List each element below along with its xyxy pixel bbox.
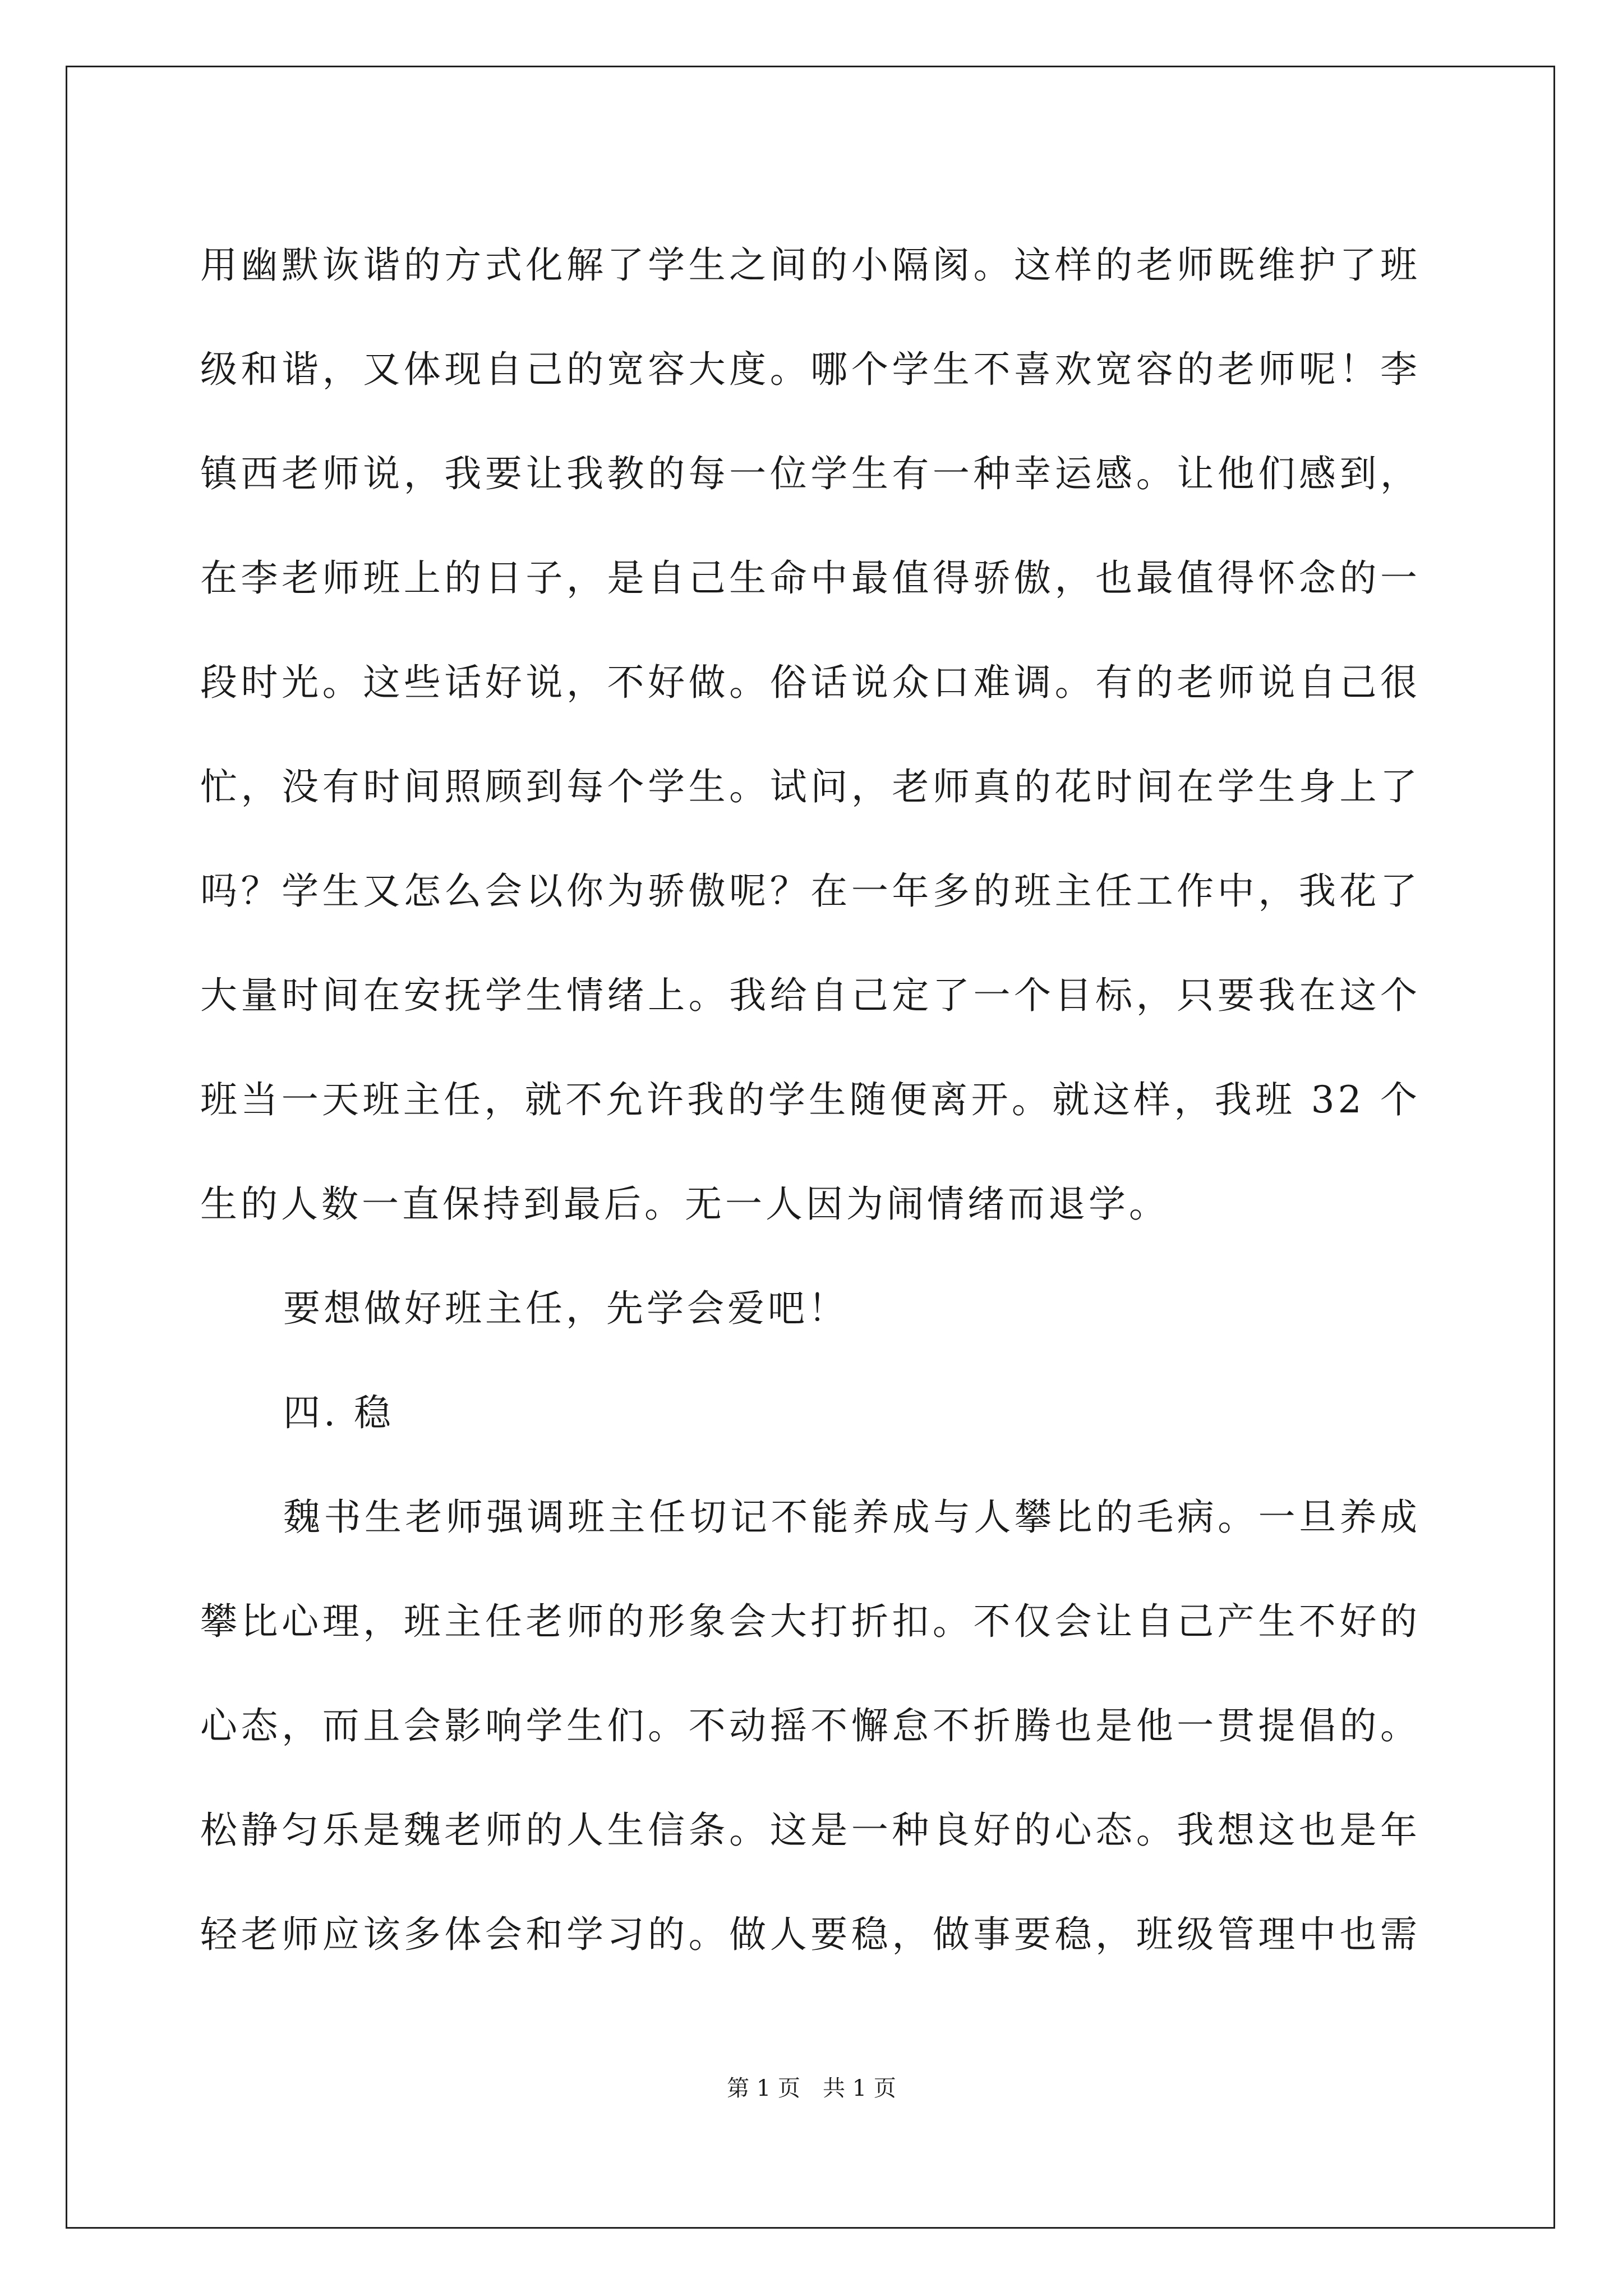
text-line: 班当一天班主任，就不允许我的学生随便离开。就这样，我班 32 个 (200, 1078, 1421, 1121)
text-line: 级和谐，又体现自己的宽容大度。哪个学生不喜欢宽容的老师呢！李 (200, 348, 1421, 391)
text-line: 忙，没有时间照顾到每个学生。试问，老师真的花时间在学生身上了 (200, 765, 1421, 808)
text-line: 攀比心理，班主任老师的形象会大打折扣。不仅会让自己产生不好的 (200, 1600, 1421, 1643)
page-total: 共 1 页 (823, 2076, 896, 2101)
text-line: 魏书生老师强调班主任切记不能养成与人攀比的毛病。一旦养成 (283, 1496, 1421, 1539)
text-line: 轻老师应该多体会和学习的。做人要稳，做事要稳，班级管理中也需 (200, 1913, 1421, 1956)
document-body (200, 213, 1421, 1987)
text-line: 在李老师班上的日子，是自己生命中最值得骄傲，也最值得怀念的一 (200, 556, 1421, 600)
text-line: 大量时间在安抚学生情绪上。我给自己定了一个目标，只要我在这个 (200, 974, 1421, 1017)
text-line: 生的人数一直保持到最后。无一人因为闹情绪而退学。 (200, 1182, 1169, 1226)
page-footer (0, 2074, 1623, 2102)
text-line: 用幽默诙谐的方式化解了学生之间的小隔阂。这样的老师既维护了班 (200, 243, 1421, 287)
text-line: 镇西老师说，我要让我教的每一位学生有一种幸运感。让他们感到， (200, 452, 1421, 495)
text-line: 吗？学生又怎么会以你为骄傲呢？在一年多的班主任工作中，我花了 (200, 869, 1421, 913)
text-line: 段时光。这些话好说，不好做。俗话说众口难调。有的老师说自己很 (200, 661, 1421, 704)
page-number: 第 1 页 (727, 2076, 800, 2101)
text-line: 心态，而且会影响学生们。不动摇不懈怠不折腾也是他一贯提倡的。 (200, 1704, 1421, 1747)
text-line: 要想做好班主任，先学会爱吧！ (283, 1287, 849, 1330)
section-heading: 四. 稳 (283, 1391, 394, 1434)
text-line: 松静匀乐是魏老师的人生信条。这是一种良好的心态。我想这也是年 (200, 1809, 1421, 1852)
